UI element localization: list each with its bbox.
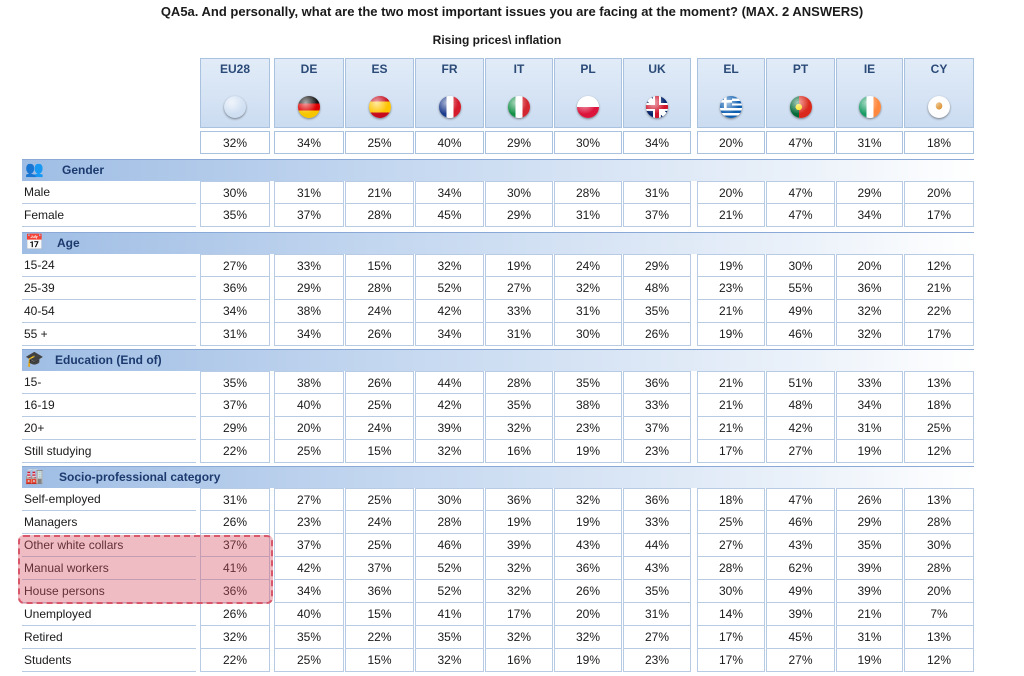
table-cell: 31%	[485, 323, 553, 346]
column-code: ES	[371, 62, 388, 76]
table-cell: 35%	[554, 371, 622, 394]
table-cell: 35%	[836, 534, 903, 557]
graduation-cap-icon: 🎓	[25, 351, 44, 368]
table-cell: 21%	[697, 300, 765, 323]
table-cell: 26%	[345, 323, 414, 346]
table-cell: 27%	[766, 440, 835, 463]
column-header-pt[interactable]	[766, 58, 835, 128]
section-header-3	[22, 466, 974, 488]
table-cell: 19%	[697, 323, 765, 346]
table-cell: 30%	[697, 580, 765, 603]
column-code: PL	[580, 62, 596, 76]
table-cell: 43%	[554, 534, 622, 557]
ireland-flag-icon	[859, 96, 881, 118]
table-cell: 16%	[485, 440, 553, 463]
table-cell: 26%	[554, 580, 622, 603]
table-cell: 20%	[697, 181, 765, 204]
table-cell: 52%	[415, 557, 484, 580]
table-cell: 31%	[274, 181, 344, 204]
table-cell: 17%	[485, 603, 553, 626]
row-label: 15-	[22, 371, 196, 394]
table-cell: 41%	[200, 557, 270, 580]
table-cell: 38%	[274, 300, 344, 323]
table-cell: 28%	[415, 511, 484, 534]
table-cell: 36%	[623, 371, 691, 394]
eu-flag-icon	[224, 96, 246, 118]
total-cell: 30%	[554, 131, 622, 154]
table-cell: 25%	[345, 488, 414, 511]
table-cell: 25%	[345, 394, 414, 417]
table-cell: 39%	[485, 534, 553, 557]
table-cell: 27%	[623, 626, 691, 649]
table-subtitle: Rising prices\ inflation	[432, 33, 562, 47]
table-cell: 37%	[200, 394, 270, 417]
table-cell: 26%	[345, 371, 414, 394]
table-cell: 19%	[836, 440, 903, 463]
table-cell: 49%	[766, 300, 835, 323]
table-cell: 22%	[345, 626, 414, 649]
table-cell: 32%	[415, 440, 484, 463]
highlight-box	[18, 535, 273, 604]
column-code: EL	[723, 62, 739, 76]
table-cell: 27%	[274, 488, 344, 511]
row-label: Male	[22, 181, 196, 204]
table-cell: 14%	[697, 603, 765, 626]
table-cell: 15%	[345, 440, 414, 463]
table-cell: 32%	[485, 557, 553, 580]
section-header-1	[22, 232, 974, 254]
section-title: Gender	[62, 163, 105, 177]
table-cell: 18%	[904, 394, 974, 417]
total-cell: 20%	[697, 131, 765, 154]
table-cell: 39%	[836, 580, 903, 603]
table-cell: 37%	[623, 204, 691, 227]
table-cell: 34%	[274, 323, 344, 346]
table-cell: 43%	[766, 534, 835, 557]
table-cell: 36%	[200, 277, 270, 300]
table-cell: 32%	[415, 254, 484, 277]
table-cell: 47%	[766, 488, 835, 511]
column-code: IT	[513, 62, 525, 76]
column-header-el[interactable]	[697, 58, 765, 128]
table-cell: 36%	[836, 277, 903, 300]
table-cell: 29%	[836, 181, 903, 204]
table-cell: 23%	[697, 277, 765, 300]
table-cell: 19%	[697, 254, 765, 277]
table-cell: 39%	[415, 417, 484, 440]
table-cell: 34%	[415, 323, 484, 346]
table-cell: 21%	[345, 181, 414, 204]
table-cell: 52%	[415, 277, 484, 300]
total-cell: 32%	[200, 131, 270, 154]
spain-flag-icon	[369, 96, 391, 118]
table-cell: 20%	[274, 417, 344, 440]
table-cell: 52%	[415, 580, 484, 603]
table-cell: 31%	[554, 300, 622, 323]
table-cell: 31%	[200, 323, 270, 346]
table-cell: 36%	[200, 580, 270, 603]
table-cell: 37%	[200, 534, 270, 557]
calendar-icon: 📅	[25, 234, 44, 251]
table-cell: 15%	[345, 603, 414, 626]
table-cell: 30%	[766, 254, 835, 277]
factory-icon: 🏭	[25, 468, 44, 485]
table-cell: 42%	[415, 394, 484, 417]
table-cell: 35%	[274, 626, 344, 649]
table-cell: 23%	[274, 511, 344, 534]
row-label: Other white collars	[22, 534, 196, 557]
table-cell: 37%	[623, 417, 691, 440]
table-cell: 25%	[274, 649, 344, 672]
total-cell: 40%	[415, 131, 484, 154]
table-cell: 40%	[274, 394, 344, 417]
table-cell: 21%	[697, 417, 765, 440]
uk-flag-icon	[646, 96, 668, 118]
table-cell: 27%	[200, 254, 270, 277]
table-cell: 26%	[623, 323, 691, 346]
table-cell: 19%	[554, 511, 622, 534]
row-label: 40-54	[22, 300, 196, 323]
table-cell: 33%	[623, 511, 691, 534]
row-label: 20+	[22, 417, 196, 440]
table-cell: 33%	[485, 300, 553, 323]
table-cell: 22%	[904, 300, 974, 323]
row-label: House persons	[22, 580, 196, 603]
section-header-0	[22, 159, 974, 181]
table-cell: 33%	[274, 254, 344, 277]
table-cell: 49%	[766, 580, 835, 603]
column-header-it[interactable]	[485, 58, 553, 128]
table-cell: 17%	[904, 323, 974, 346]
table-cell: 19%	[836, 649, 903, 672]
table-cell: 16%	[485, 649, 553, 672]
table-cell: 37%	[274, 204, 344, 227]
portugal-flag-icon	[790, 96, 812, 118]
table-cell: 45%	[415, 204, 484, 227]
table-cell: 36%	[345, 580, 414, 603]
table-cell: 21%	[836, 603, 903, 626]
table-cell: 28%	[554, 181, 622, 204]
table-cell: 34%	[836, 394, 903, 417]
table-cell: 12%	[904, 649, 974, 672]
table-cell: 39%	[766, 603, 835, 626]
row-label: 16-19	[22, 394, 196, 417]
column-code: UK	[648, 62, 666, 76]
table-cell: 32%	[554, 488, 622, 511]
table-cell: 34%	[836, 204, 903, 227]
table-cell: 36%	[554, 557, 622, 580]
table-cell: 23%	[554, 417, 622, 440]
table-cell: 45%	[766, 626, 835, 649]
table-cell: 13%	[904, 626, 974, 649]
table-cell: 36%	[485, 488, 553, 511]
table-cell: 20%	[904, 580, 974, 603]
table-cell: 36%	[623, 488, 691, 511]
table-cell: 25%	[274, 440, 344, 463]
page-title: QA5a. And personally, what are the two most important issues you are facing at the moment? (MAX. 2 ANSWERS)	[160, 4, 864, 19]
cyprus-flag-icon	[928, 96, 950, 118]
people-icon: 👥	[25, 161, 44, 178]
row-label: Female	[22, 204, 196, 227]
column-header-cy[interactable]	[904, 58, 974, 128]
table-cell: 31%	[836, 626, 903, 649]
table-cell: 32%	[415, 649, 484, 672]
table-cell: 32%	[554, 626, 622, 649]
poland-flag-icon	[577, 96, 599, 118]
table-cell: 31%	[554, 204, 622, 227]
row-label: 25-39	[22, 277, 196, 300]
total-cell: 34%	[274, 131, 344, 154]
table-cell: 31%	[623, 603, 691, 626]
table-cell: 33%	[623, 394, 691, 417]
table-cell: 41%	[415, 603, 484, 626]
table-cell: 27%	[766, 649, 835, 672]
table-cell: 37%	[274, 534, 344, 557]
table-cell: 20%	[836, 254, 903, 277]
table-cell: 31%	[200, 488, 270, 511]
table-cell: 32%	[200, 626, 270, 649]
germany-flag-icon	[298, 96, 320, 118]
france-flag-icon	[439, 96, 461, 118]
table-cell: 19%	[554, 649, 622, 672]
table-cell: 34%	[274, 580, 344, 603]
table-cell: 48%	[623, 277, 691, 300]
row-label: 55 +	[22, 323, 196, 346]
table-cell: 46%	[766, 323, 835, 346]
table-cell: 47%	[766, 204, 835, 227]
table-cell: 32%	[836, 323, 903, 346]
total-cell: 31%	[836, 131, 903, 154]
table-cell: 42%	[274, 557, 344, 580]
column-code: DE	[300, 62, 318, 76]
column-header-fr[interactable]	[415, 58, 484, 128]
table-cell: 35%	[623, 300, 691, 323]
table-cell: 28%	[904, 557, 974, 580]
column-code: CY	[930, 62, 948, 76]
table-cell: 15%	[345, 254, 414, 277]
table-cell: 44%	[415, 371, 484, 394]
table-cell: 27%	[697, 534, 765, 557]
table-cell: 20%	[904, 181, 974, 204]
table-cell: 35%	[200, 204, 270, 227]
table-cell: 34%	[415, 181, 484, 204]
table-cell: 29%	[274, 277, 344, 300]
row-label: Students	[22, 649, 196, 672]
table-cell: 12%	[904, 440, 974, 463]
table-cell: 25%	[697, 511, 765, 534]
table-cell: 37%	[345, 557, 414, 580]
total-cell: 29%	[485, 131, 553, 154]
table-cell: 42%	[415, 300, 484, 323]
table-cell: 13%	[904, 488, 974, 511]
table-cell: 19%	[554, 440, 622, 463]
table-cell: 30%	[904, 534, 974, 557]
table-cell: 17%	[697, 440, 765, 463]
table-cell: 32%	[485, 626, 553, 649]
table-cell: 15%	[345, 649, 414, 672]
table-cell: 28%	[345, 277, 414, 300]
section-title: Age	[57, 236, 80, 250]
table-cell: 28%	[697, 557, 765, 580]
table-cell: 39%	[836, 557, 903, 580]
table-cell: 38%	[274, 371, 344, 394]
table-cell: 17%	[904, 204, 974, 227]
table-cell: 42%	[766, 417, 835, 440]
table-cell: 48%	[766, 394, 835, 417]
table-cell: 24%	[554, 254, 622, 277]
table-cell: 35%	[623, 580, 691, 603]
table-cell: 26%	[200, 603, 270, 626]
table-cell: 40%	[274, 603, 344, 626]
table-cell: 27%	[485, 277, 553, 300]
table-cell: 7%	[904, 603, 974, 626]
table-cell: 30%	[554, 323, 622, 346]
table-cell: 33%	[836, 371, 903, 394]
column-header-uk[interactable]	[623, 58, 691, 128]
table-cell: 23%	[623, 440, 691, 463]
total-cell: 47%	[766, 131, 835, 154]
section-title: Education (End of)	[55, 353, 162, 367]
table-cell: 21%	[697, 371, 765, 394]
table-cell: 32%	[485, 580, 553, 603]
table-cell: 43%	[623, 557, 691, 580]
table-cell: 30%	[485, 181, 553, 204]
table-cell: 19%	[485, 254, 553, 277]
table-cell: 22%	[200, 649, 270, 672]
total-cell: 25%	[345, 131, 414, 154]
greece-flag-icon	[720, 96, 742, 118]
row-label: Manual workers	[22, 557, 196, 580]
table-cell: 32%	[836, 300, 903, 323]
row-label: Managers	[22, 511, 196, 534]
table-cell: 35%	[485, 394, 553, 417]
table-cell: 26%	[836, 488, 903, 511]
column-header-es[interactable]	[345, 58, 414, 128]
table-cell: 62%	[766, 557, 835, 580]
total-cell: 18%	[904, 131, 974, 154]
table-cell: 29%	[836, 511, 903, 534]
table-cell: 46%	[415, 534, 484, 557]
table-cell: 23%	[623, 649, 691, 672]
table-cell: 32%	[485, 417, 553, 440]
table-cell: 30%	[200, 181, 270, 204]
table-cell: 28%	[904, 511, 974, 534]
column-code: FR	[441, 62, 458, 76]
table-cell: 17%	[697, 626, 765, 649]
table-cell: 30%	[415, 488, 484, 511]
row-label: 15-24	[22, 254, 196, 277]
column-code: PT	[792, 62, 809, 76]
table-cell: 34%	[200, 300, 270, 323]
row-label: Still studying	[22, 440, 196, 463]
column-code: EU28	[219, 62, 251, 76]
table-cell: 28%	[485, 371, 553, 394]
table-cell: 47%	[766, 181, 835, 204]
row-label: Retired	[22, 626, 196, 649]
column-code: IE	[863, 62, 876, 76]
row-label: Self-employed	[22, 488, 196, 511]
table-cell: 22%	[200, 440, 270, 463]
table-cell: 21%	[697, 394, 765, 417]
italy-flag-icon	[508, 96, 530, 118]
section-title: Socio-professional category	[59, 470, 221, 484]
column-header-ie[interactable]	[836, 58, 903, 128]
table-cell: 24%	[345, 417, 414, 440]
table-cell: 44%	[623, 534, 691, 557]
table-cell: 24%	[345, 300, 414, 323]
total-cell: 34%	[623, 131, 691, 154]
table-cell: 12%	[904, 254, 974, 277]
table-cell: 51%	[766, 371, 835, 394]
table-cell: 17%	[697, 649, 765, 672]
table-cell: 46%	[766, 511, 835, 534]
table-cell: 24%	[345, 511, 414, 534]
table-cell: 20%	[554, 603, 622, 626]
table-cell: 35%	[200, 371, 270, 394]
section-header-2	[22, 349, 974, 371]
table-cell: 38%	[554, 394, 622, 417]
table-cell: 55%	[766, 277, 835, 300]
table-cell: 32%	[554, 277, 622, 300]
table-cell: 25%	[904, 417, 974, 440]
column-header-eu28[interactable]	[200, 58, 270, 128]
row-label: Unemployed	[22, 603, 196, 626]
table-cell: 19%	[485, 511, 553, 534]
table-cell: 35%	[415, 626, 484, 649]
table-cell: 18%	[697, 488, 765, 511]
table-cell: 29%	[623, 254, 691, 277]
table-cell: 25%	[345, 534, 414, 557]
table-cell: 21%	[697, 204, 765, 227]
table-cell: 29%	[200, 417, 270, 440]
table-cell: 31%	[623, 181, 691, 204]
table-cell: 13%	[904, 371, 974, 394]
table-cell: 28%	[345, 204, 414, 227]
table-cell: 26%	[200, 511, 270, 534]
table-cell: 31%	[836, 417, 903, 440]
column-header-pl[interactable]	[554, 58, 622, 128]
column-header-de[interactable]	[274, 58, 344, 128]
table-cell: 29%	[485, 204, 553, 227]
table-cell: 21%	[904, 277, 974, 300]
